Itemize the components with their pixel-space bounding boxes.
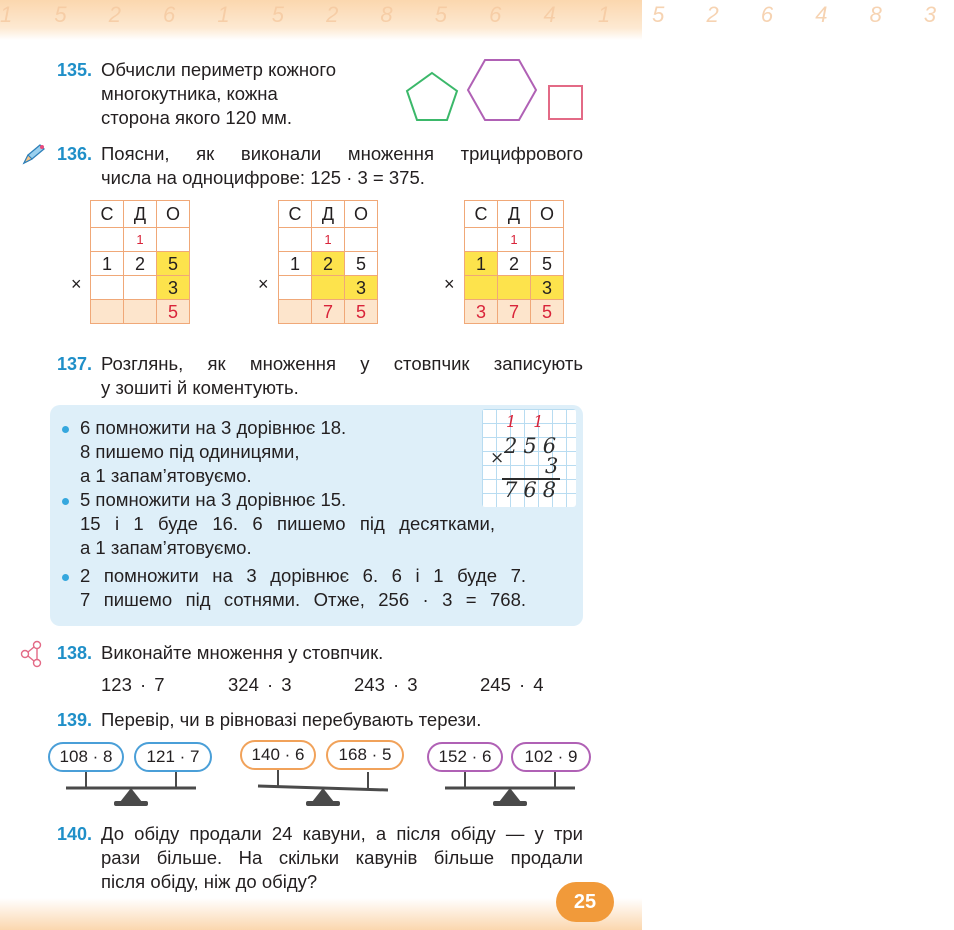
problem-140-line-1: До обіду продали 24 кавуни, а після обіду — у три <box>101 823 583 844</box>
multiplication-table-2 <box>278 200 378 324</box>
expression-1: 123 · 7 <box>101 674 165 695</box>
table-1-result-o: 5 <box>157 300 190 324</box>
table-3-header-tens: Д <box>498 201 531 228</box>
table-3-header-hundreds: С <box>465 201 498 228</box>
bullet-dot-2 <box>62 498 69 505</box>
bullet-2-line-3: а 1 запам’ятовуємо. <box>80 537 252 558</box>
problem-137-number: 137. <box>57 354 93 374</box>
problem-137-line-1: Розглянь, як множення у стовпчик записують <box>101 353 583 374</box>
expression-2: 324 · 3 <box>228 674 292 695</box>
table-1-carry-h <box>91 228 124 252</box>
table-2-top-t: 2 <box>312 252 345 276</box>
bullet-1-line-2: 8 пишемо під одиницями, <box>80 441 300 462</box>
table-1-mult-t <box>124 276 157 300</box>
problem-138-text: Виконайте множення у стовпчик. <box>101 642 384 663</box>
page-footer-bar <box>0 898 642 930</box>
notebook-carry: 1 1 <box>506 412 550 431</box>
table-2-carry-t: 1 <box>312 228 345 252</box>
notebook-multiply-sign: × <box>490 448 511 468</box>
table-3-header-ones: О <box>531 201 564 228</box>
problem-135-line-2: многокутника, кожна <box>101 83 278 104</box>
table-3-carry-o <box>531 228 564 252</box>
hexagon-shape <box>468 60 536 120</box>
scale-1-right-pan: 121 · 7 <box>134 742 212 772</box>
bullet-1-line-3: а 1 запам’ятовуємо. <box>80 465 252 486</box>
bullet-1-line-1: 6 помножити на 3 дорівнює 18. <box>80 417 347 438</box>
table-3-top-t: 2 <box>498 252 531 276</box>
balance-scale-3 <box>425 740 595 810</box>
table-3-top-h: 1 <box>465 252 498 276</box>
table-1-top-t: 2 <box>124 252 157 276</box>
table-2-result-t: 7 <box>312 300 345 324</box>
table-3-result-t: 7 <box>498 300 531 324</box>
table-1-top-h: 1 <box>91 252 124 276</box>
table-2-result-o: 5 <box>345 300 378 324</box>
multiplication-table-3 <box>464 200 564 324</box>
table-2-result-h <box>279 300 312 324</box>
multiply-sign-1: × <box>71 274 82 294</box>
bullet-dot-1 <box>62 426 69 433</box>
table-3-mult-h <box>465 276 498 300</box>
table-2-top-o: 5 <box>345 252 378 276</box>
bullet-2-line-2: 15 і 1 буде 16. 6 пишемо під десятками, <box>80 513 495 534</box>
multiply-sign-2: × <box>258 274 269 294</box>
problem-137-line-2: у зошиті й коментують. <box>101 377 299 398</box>
polygons-figure <box>400 58 586 126</box>
table-2-mult-h <box>279 276 312 300</box>
problem-140-line-2: рази більше. На скільки кавунів більше продали <box>101 847 583 868</box>
table-1-header-ones: О <box>157 201 190 228</box>
table-1-result-t <box>124 300 157 324</box>
table-3-mult-t <box>498 276 531 300</box>
problem-135-line-3: сторона якого 120 мм. <box>101 107 292 128</box>
scale-3-left-pan: 152 · 6 <box>427 742 503 772</box>
problem-138-number: 138. <box>57 643 93 663</box>
table-3-carry-h <box>465 228 498 252</box>
bullet-dot-3 <box>62 574 69 581</box>
table-1-mult-o: 3 <box>157 276 190 300</box>
table-1-carry-o <box>157 228 190 252</box>
scale-3-right-pan: 102 · 9 <box>511 742 591 772</box>
table-1-result-h <box>91 300 124 324</box>
table-1-carry-t: 1 <box>124 228 157 252</box>
table-2-mult-t <box>312 276 345 300</box>
notebook-result: 768 <box>504 478 563 502</box>
balance-scale-2 <box>238 740 408 810</box>
bullet-3-line-1: 2 помножити на 3 дорівнює 6. 6 і 1 буде 7. <box>80 565 526 586</box>
table-2-carry-h <box>279 228 312 252</box>
balance-scale-1 <box>46 740 216 810</box>
table-2-mult-o: 3 <box>345 276 378 300</box>
pentagon-shape <box>407 73 457 120</box>
expression-3: 243 · 3 <box>354 674 418 695</box>
notebook-multiplier: 3 <box>545 454 565 478</box>
problem-136-number: 136. <box>57 144 93 164</box>
square-shape <box>549 86 582 119</box>
table-3-result-o: 5 <box>531 300 564 324</box>
problem-140-number: 140. <box>57 824 93 844</box>
scale-2-right-pan: 168 · 5 <box>326 740 404 770</box>
problem-139-number: 139. <box>57 710 93 730</box>
banner-digits: 1 5 2 6 1 5 2 8 5 6 4 1 5 2 6 4 8 3 <box>0 2 954 27</box>
table-3-result-h: 3 <box>465 300 498 324</box>
page-header-banner <box>0 0 954 40</box>
bullet-2-line-1: 5 помножити на 3 дорівнює 15. <box>80 489 347 510</box>
problem-136-line-1: Поясни, як виконали множення трицифрового <box>101 143 583 164</box>
scale-1-left-pan: 108 · 8 <box>48 742 124 772</box>
table-1-header-tens: Д <box>124 201 157 228</box>
pencil-icon <box>21 142 47 166</box>
group-work-icon <box>19 640 49 668</box>
problem-136-line-2: числа на одноцифрове: 125 · 3 = 375. <box>101 167 425 188</box>
table-2-top-h: 1 <box>279 252 312 276</box>
bullet-3-line-2: 7 пишемо під сотнями. Отже, 256 · 3 = 768. <box>80 589 526 610</box>
page-number: 25 <box>556 882 614 922</box>
problem-135-number: 135. <box>57 60 93 80</box>
table-2-carry-o <box>345 228 378 252</box>
table-3-carry-t: 1 <box>498 228 531 252</box>
table-1-mult-h <box>91 276 124 300</box>
multiply-sign-3: × <box>444 274 455 294</box>
multiplication-table-1 <box>90 200 190 324</box>
scale-2-left-pan: 140 · 6 <box>240 740 316 770</box>
notebook-top-number: 256 <box>504 434 563 458</box>
table-2-header-tens: Д <box>312 201 345 228</box>
expression-4: 245 · 4 <box>480 674 544 695</box>
problem-139-text: Перевір, чи в рівновазі перебувають терези. <box>101 709 482 730</box>
table-2-header-hundreds: С <box>279 201 312 228</box>
table-3-top-o: 5 <box>531 252 564 276</box>
table-2-header-ones: О <box>345 201 378 228</box>
problem-140-line-3: після обіду, ніж до обіду? <box>101 871 318 892</box>
table-1-header-hundreds: С <box>91 201 124 228</box>
table-3-mult-o: 3 <box>531 276 564 300</box>
table-1-top-o: 5 <box>157 252 190 276</box>
problem-135-line-1: Обчисли периметр кожного <box>101 59 336 80</box>
